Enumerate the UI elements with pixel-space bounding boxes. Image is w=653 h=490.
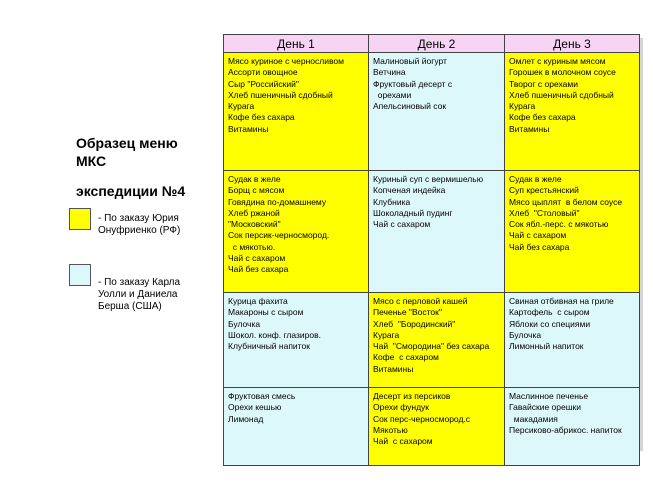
- meal-item: Ветчина: [373, 67, 406, 78]
- meal-item: Витамины: [373, 363, 414, 374]
- meal-item: Ассорти овощное: [228, 67, 298, 78]
- meal-item: Курица фахита: [228, 296, 288, 306]
- meal-item: с мякотью.: [228, 241, 276, 252]
- meal-item: Апельсиновый сок: [373, 101, 447, 112]
- meal-item: Кофе без сахара: [509, 112, 576, 123]
- table-row: [224, 293, 640, 388]
- meal-item: Кофе с сахаром: [373, 352, 439, 363]
- meal-item: Мясо с перловой кашей: [373, 296, 468, 306]
- title-line-2: МКС: [76, 153, 107, 169]
- meal-item: Витамины: [228, 123, 269, 134]
- meal-item: Чай без сахара: [228, 264, 289, 275]
- legend-text-russia: - По заказу Юрия Онуфриенко (РФ): [98, 213, 181, 236]
- meal-item: Шокол. конф. глазиров.: [228, 329, 321, 340]
- meal-item: Хлеб пшеничный сдобный: [228, 89, 333, 100]
- meal-item: Чай "Смородина" без сахара: [373, 341, 490, 352]
- meal-item: Чай без сахара: [509, 241, 570, 252]
- meal-cell-day-1: [224, 53, 369, 171]
- meal-item: Чай с сахаром: [509, 230, 567, 241]
- meal-item: Борщ с мясом: [228, 185, 285, 196]
- meal-item: Малиновый йогурт: [373, 56, 447, 66]
- meal-item: Шоколадный пудинг: [373, 207, 453, 218]
- meal-item: Булочка: [509, 329, 542, 340]
- meal-item: Сыр "Российский": [228, 78, 299, 89]
- legend-swatch-usa: [69, 264, 91, 286]
- meal-item: Булочка: [228, 318, 261, 329]
- meal-item: Клубничный напиток: [228, 341, 310, 352]
- meal-item: Мясо куриное с черносливом: [228, 56, 344, 66]
- meal-item: Маслинное печенье: [509, 391, 589, 401]
- meal-item: Мясо цыплят в белом соусе: [509, 196, 623, 207]
- header-day-2: День 2: [369, 35, 505, 53]
- meal-item: Витамины: [509, 123, 550, 134]
- table-row: [224, 388, 640, 466]
- meal-cell-day-2: [369, 293, 505, 388]
- meal-cell-day-3: [505, 171, 640, 293]
- meal-item: Суп крестьянский: [509, 185, 579, 196]
- meal-cell-day-2: [369, 388, 505, 466]
- meal-cell-day-1: [224, 388, 369, 466]
- meal-item: Гавайские орешки: [509, 402, 582, 413]
- header-day-3: День 3: [505, 35, 640, 53]
- meal-item: Фруктовый десерт с: [373, 78, 453, 89]
- meal-item: "Московский": [228, 219, 281, 230]
- meal-cell-day-1: [224, 293, 369, 388]
- legend-swatch-russia: [69, 208, 91, 230]
- meal-cell-day-3: [505, 388, 640, 466]
- title-line-1: Образец меню: [76, 135, 178, 151]
- meal-cell-day-1: [224, 171, 369, 293]
- meal-item: Печенье "Восток": [373, 307, 442, 318]
- meal-item: макадамия: [509, 413, 558, 424]
- meal-cell-day-2: [369, 171, 505, 293]
- meal-item: Чай с сахаром: [373, 436, 433, 447]
- table-row: [224, 171, 640, 293]
- meal-item: Лимонад: [228, 413, 264, 424]
- meal-item: Хлеб ржаной: [228, 207, 280, 218]
- meal-item: Орехи фундук: [373, 402, 430, 413]
- meal-item: Свиная отбивная на гриле: [509, 296, 614, 306]
- page-title: [76, 134, 216, 200]
- meal-item: Куриный суп с вермишелью: [373, 174, 484, 184]
- meal-item: Фруктовая смесь: [228, 391, 296, 401]
- meal-item: Десерт из персиков: [373, 391, 451, 401]
- meal-item: Омлет с куриным мясом: [509, 56, 606, 66]
- meal-item: Персиково-абрикос. напиток: [509, 424, 622, 435]
- header-day-1: День 1: [224, 35, 369, 53]
- meal-item: Яблоки со специями: [509, 318, 591, 329]
- meal-item: Сок перс-черносмород.с: [373, 413, 471, 424]
- meal-item: орехами: [373, 89, 412, 100]
- meal-item: Орехи кешью: [228, 402, 282, 413]
- meal-item: Говядина по-домашнему: [228, 196, 327, 207]
- header-row: [224, 35, 640, 53]
- meal-cell-day-2: [369, 53, 505, 171]
- meal-item: Горошек в молочном соусе: [509, 67, 616, 78]
- meal-item: Клубника: [373, 196, 411, 207]
- meal-item: Мякотью: [373, 424, 408, 435]
- meal-item: Хлеб "Бородинский": [373, 318, 456, 329]
- meal-cell-day-3: [505, 53, 640, 171]
- menu-table: [223, 34, 640, 466]
- meal-item: Картофель с сыром: [509, 307, 590, 318]
- meal-item: Курага: [509, 101, 536, 112]
- meal-item: Судак в желе: [228, 174, 281, 184]
- legend-text-usa: - По заказу Карла Уолли и Даниела Берша (США): [98, 277, 181, 312]
- meal-item: Чай с сахаром: [228, 253, 286, 264]
- meal-item: Курага: [373, 329, 400, 340]
- meal-item: Курага: [228, 101, 255, 112]
- meal-cell-day-3: [505, 293, 640, 388]
- meal-item: Лимонный напиток: [509, 341, 584, 352]
- meal-item: Хлеб пшеничный сдобный: [509, 89, 614, 100]
- meal-item: Чай с сахаром: [373, 219, 431, 230]
- meal-item: Сок ябл.-перс. с мякотью: [509, 219, 609, 230]
- meal-item: Хлеб "Столовый": [509, 207, 580, 218]
- meal-item: Сок персик-черносмород.: [228, 230, 330, 241]
- meal-item: Копченая индейка: [373, 185, 446, 196]
- meal-item: Творог с орехами: [509, 78, 578, 89]
- table-row: [224, 53, 640, 171]
- title-line-3: экспедиции №4: [76, 183, 186, 199]
- meal-item: Судак в желе: [509, 174, 562, 184]
- meal-item: Кофе без сахара: [228, 112, 295, 123]
- meal-item: Макароны с сыром: [228, 307, 304, 318]
